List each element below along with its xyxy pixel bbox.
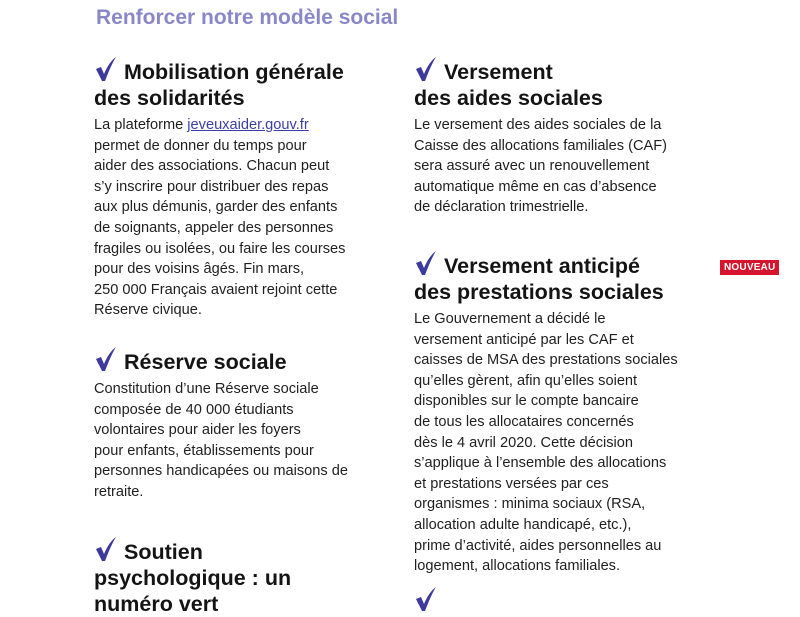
block-title <box>94 56 394 111</box>
body-line: automatique même en cas d’absence <box>414 178 657 195</box>
body-line: permet de donner du temps pour <box>94 137 307 154</box>
body-line: personnes handicapées ou maisons de <box>94 463 348 480</box>
body-line: dès le 4 avril 2020. Cette décision <box>414 434 634 451</box>
body-line: pour enfants, établissements pour <box>94 442 314 459</box>
checkmark-icon <box>414 586 438 612</box>
block-title-line: Réserve sociale <box>124 350 287 374</box>
block-title-line: des prestations sociales <box>414 280 664 304</box>
body-line: composée de 40 000 étudiants <box>94 401 294 418</box>
body-line: de déclaration trimestrielle. <box>414 199 589 216</box>
block-title <box>414 250 714 305</box>
body-line: Le Gouvernement a décidé le <box>414 311 606 327</box>
body-line: pour des voisins âgés. Fin mars, <box>94 261 305 278</box>
checkmark-icon <box>94 536 118 562</box>
body-line: aux plus démunis, garder des enfants <box>94 199 338 216</box>
jeveuxaider-link[interactable]: jeveuxaider.gouv.fr <box>187 117 309 133</box>
body-line: Caisse des allocations familiales (CAF) <box>414 137 668 154</box>
body-line: s’applique à l’ensemble des allocations <box>414 455 667 472</box>
body-line: fragiles ou isolées, ou faire les courses <box>94 240 346 257</box>
block-title-line: des solidarités <box>94 86 245 110</box>
body-line: logement, allocations familiales. <box>414 558 621 575</box>
body-line: sera assuré avec un renouvellement <box>414 158 650 175</box>
body-line: 250 000 Français avaient rejoint cette <box>94 281 338 298</box>
body-line: organismes : minima sociaux (RSA, <box>414 496 646 513</box>
body-line: Constitution d’une Réserve sociale <box>94 381 319 397</box>
section-title: Renforcer notre modèle social <box>96 6 399 29</box>
block-title <box>94 346 394 375</box>
block-body <box>94 115 394 321</box>
body-line: et prestations versées par ces <box>414 475 609 492</box>
body-line: de tous les allocataires concernés <box>414 413 634 430</box>
block-body <box>414 115 714 218</box>
body-line: Réserve civique. <box>94 302 202 319</box>
body-line: s’y inscrire pour distribuer des repas <box>94 178 329 195</box>
checkmark-icon <box>414 250 438 276</box>
body-line: aider des associations. Chacun peut <box>94 158 330 175</box>
checkmark-icon <box>94 56 118 82</box>
body-line: Le versement des aides sociales de la <box>414 117 662 133</box>
body-line: retraite. <box>94 483 144 500</box>
block-title-line: Versement <box>444 60 553 84</box>
block-versement-anticipe <box>414 250 714 577</box>
block-next-partial <box>414 586 714 614</box>
block-title <box>94 536 394 617</box>
nouveau-badge: NOUVEAU <box>720 260 779 275</box>
body-line: volontaires pour aider les foyers <box>94 422 301 439</box>
body-line: prime d’activité, aides personnelles au <box>414 537 662 554</box>
body-line: caisses de MSA des prestations sociales <box>414 352 678 369</box>
body-line: qu’elles gèrent, afin qu’elles soient <box>414 372 638 389</box>
checkmark-icon <box>94 346 118 372</box>
block-body <box>94 379 394 503</box>
block-soutien-psychologique <box>94 536 394 617</box>
body-line: versement anticipé par les CAF et <box>414 331 634 348</box>
block-title-line: numéro vert <box>94 592 219 616</box>
block-versement-aides <box>414 56 714 218</box>
block-title-line: Versement anticipé <box>444 254 640 278</box>
block-reserve-sociale <box>94 346 394 503</box>
block-title <box>414 56 714 111</box>
body-intro: La plateforme <box>94 117 188 133</box>
body-line: disponibles sur le compte bancaire <box>414 393 639 410</box>
block-title-line: Soutien <box>124 540 203 564</box>
block-mobilisation <box>94 56 394 321</box>
block-title-line: psychologique : un <box>94 566 292 590</box>
body-line: allocation adulte handicapé, etc.), <box>414 516 632 533</box>
block-title-line: des aides sociales <box>414 86 603 110</box>
body-line: de soignants, appeler des personnes <box>94 219 334 236</box>
checkmark-icon <box>414 56 438 82</box>
block-title-line: Mobilisation générale <box>124 60 344 84</box>
block-body <box>414 309 714 577</box>
